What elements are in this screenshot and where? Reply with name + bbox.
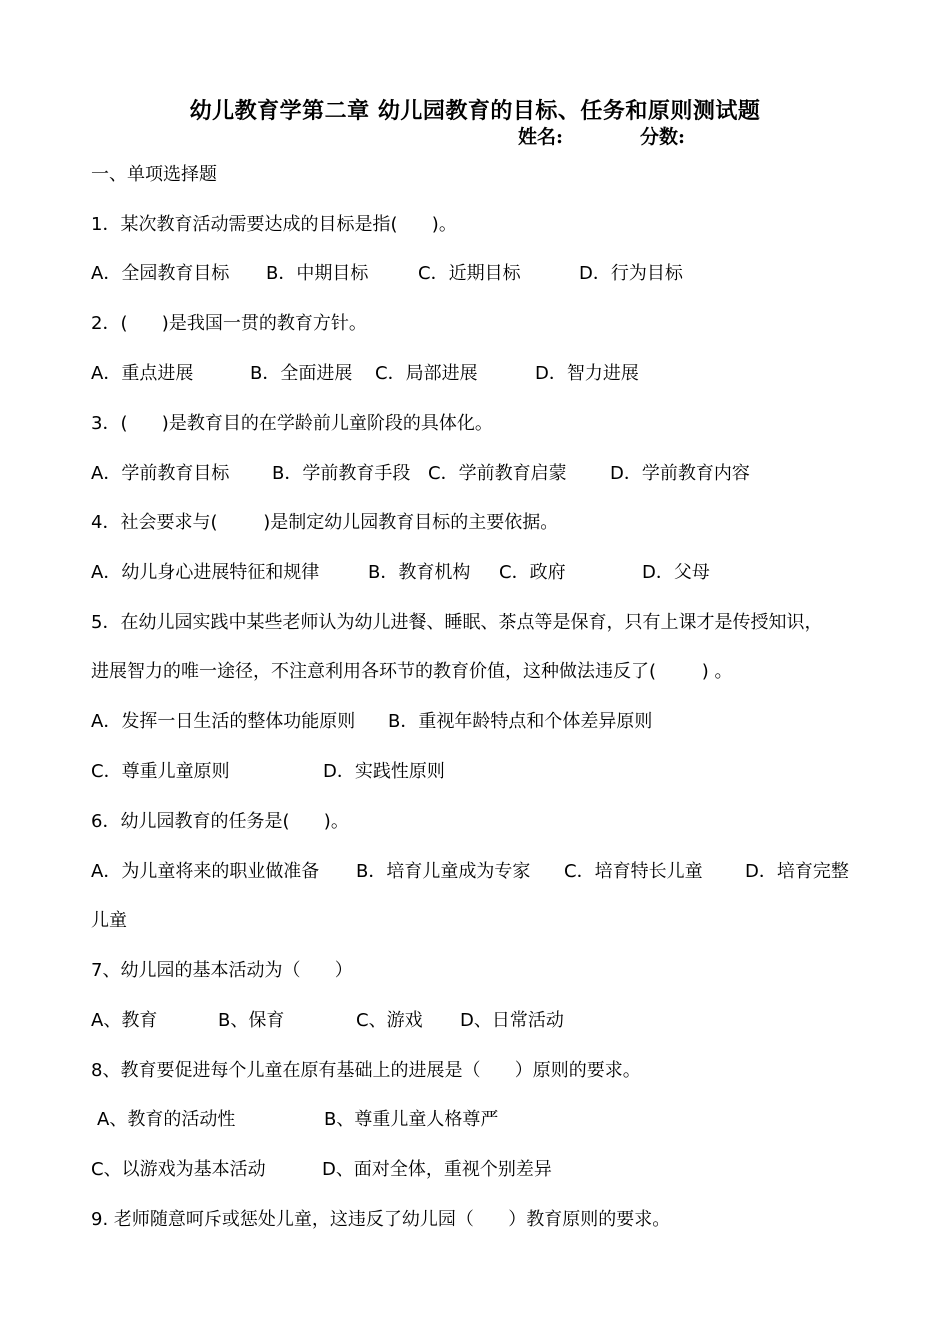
score-label: 分数: bbox=[640, 126, 686, 148]
option-b: B．重视年龄特点和个体差异原则 bbox=[388, 711, 653, 732]
option-b: B．学前教育手段 bbox=[272, 463, 411, 484]
option-d: D．培育完整 bbox=[745, 861, 849, 882]
option-c: C．局部进展 bbox=[375, 363, 478, 384]
option-d: D．行为目标 bbox=[579, 263, 683, 284]
question-7-options bbox=[91, 1008, 871, 1034]
question-5-options-row-1 bbox=[91, 709, 871, 735]
name-label: 姓名: bbox=[518, 126, 564, 148]
option-b: B．教育机构 bbox=[368, 562, 471, 583]
option-c: C、游戏 bbox=[356, 1010, 423, 1031]
question-6-stem: 6．幼儿园教育的任务是( )。 bbox=[91, 811, 349, 832]
option-c: C、以游戏为基本活动 bbox=[91, 1159, 266, 1180]
question-4-stem: 4．社会要求与( )是制定幼儿园教育目标的主要依据。 bbox=[91, 512, 559, 533]
page-title: 幼儿教育学第二章 幼儿园教育的目标、任务和原则测试题 bbox=[189, 98, 761, 124]
option-a: A．全园教育目标 bbox=[91, 263, 230, 284]
option-d: D、面对全体，重视个别差异 bbox=[322, 1159, 552, 1180]
question-8-options-row-1 bbox=[97, 1107, 877, 1133]
question-2-stem: 2．( )是我国一贯的教育方针。 bbox=[91, 313, 367, 334]
option-c: C．培育特长儿童 bbox=[564, 861, 703, 882]
option-c: C．学前教育启蒙 bbox=[428, 463, 567, 484]
question-3-options bbox=[91, 461, 871, 487]
option-a: A．幼儿身心进展特征和规律 bbox=[91, 562, 320, 583]
question-7-stem: 7、幼儿园的基本活动为（ ） bbox=[91, 960, 353, 981]
question-5-stem-line-1: 5．在幼儿园实践中某些老师认为幼儿进餐、睡眠、茶点等是保育，只有上课才是传授知识， bbox=[91, 612, 823, 633]
option-b: B、尊重儿童人格尊严 bbox=[324, 1109, 499, 1130]
question-5-options-row-2 bbox=[91, 759, 871, 785]
question-2-options bbox=[91, 361, 871, 387]
option-b: B、保育 bbox=[218, 1010, 285, 1031]
question-9-stem: 9. 老师随意呵斥或惩处儿童，这违反了幼儿园（ ）教育原则的要求。 bbox=[91, 1209, 671, 1230]
question-3-stem: 3．( )是教育目的在学龄前儿童阶段的具体化。 bbox=[91, 413, 493, 434]
option-a: A．重点进展 bbox=[91, 363, 194, 384]
question-4-options bbox=[91, 560, 871, 586]
section-title: 一、单项选择题 bbox=[91, 164, 217, 185]
question-1-options bbox=[91, 261, 871, 287]
option-a: A、教育 bbox=[91, 1010, 158, 1031]
question-6-options bbox=[91, 859, 871, 885]
question-8-options-row-2 bbox=[91, 1157, 871, 1183]
option-d: D．智力进展 bbox=[535, 363, 639, 384]
name-score-line bbox=[518, 124, 686, 150]
option-b: B．全面进展 bbox=[250, 363, 353, 384]
option-c: C．近期目标 bbox=[418, 263, 521, 284]
question-5-stem-line-2: 进展智力的唯一途径，不注意利用各环节的教育价值，这种做法违反了( ) 。 bbox=[91, 661, 733, 682]
option-a: A．为儿童将来的职业做准备 bbox=[91, 861, 320, 882]
option-d: D．实践性原则 bbox=[323, 761, 445, 782]
option-c: C．政府 bbox=[499, 562, 566, 583]
option-b: B．中期目标 bbox=[266, 263, 369, 284]
question-6-option-continuation: 儿童 bbox=[91, 910, 127, 931]
option-a: A．学前教育目标 bbox=[91, 463, 230, 484]
question-8-stem: 8、教育要促进每个儿童在原有基础上的进展是（ ）原则的要求。 bbox=[91, 1060, 641, 1081]
question-1-stem: 1．某次教育活动需要达成的目标是指( )。 bbox=[91, 214, 457, 235]
option-d: D．父母 bbox=[642, 562, 710, 583]
option-d: D、日常活动 bbox=[460, 1010, 564, 1031]
option-b: B．培育儿童成为专家 bbox=[356, 861, 531, 882]
option-a: A、教育的活动性 bbox=[97, 1109, 236, 1130]
option-c: C．尊重儿童原则 bbox=[91, 761, 230, 782]
option-d: D．学前教育内容 bbox=[610, 463, 750, 484]
option-a: A．发挥一日生活的整体功能原则 bbox=[91, 711, 356, 732]
